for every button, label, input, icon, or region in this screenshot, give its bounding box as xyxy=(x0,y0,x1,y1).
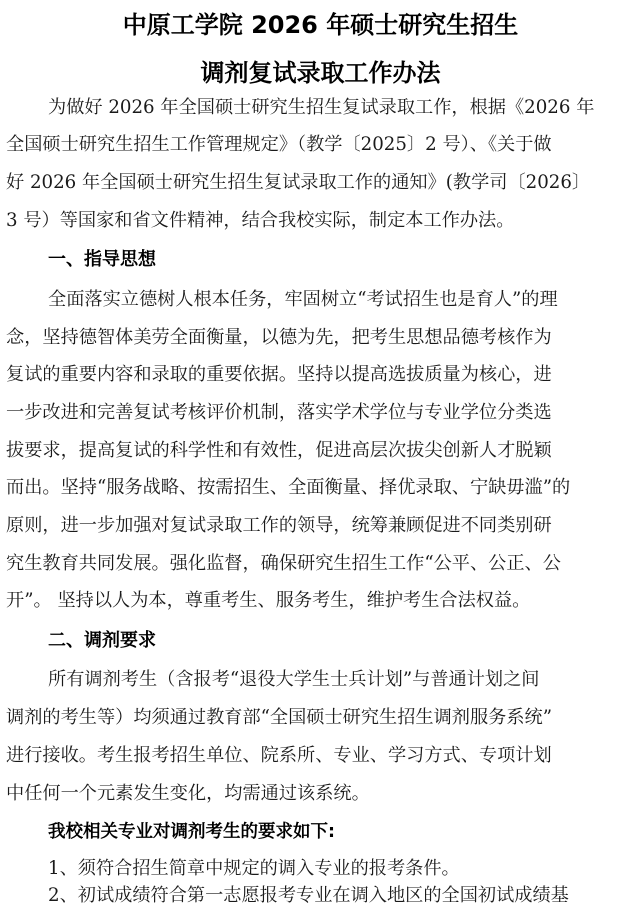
paragraph-line: 而出。坚持“服务战略、按需招生、全面衡量、择优录取、宁缺毋滥”的 xyxy=(6,477,571,498)
paragraph-line: 复试的重要内容和录取的重要依据。坚持以提高选拔质量为核心，进 xyxy=(6,364,552,385)
paragraph-line: 开”。 坚持以人为本，尊重考生、服务考生，维护考生合法权益。 xyxy=(6,590,531,611)
paragraph-line: 原则，进一步加强对复试录取工作的领导，统筹兼顾促进不同类别研 xyxy=(6,515,552,536)
paragraph-line: 全面落实立德树人根本任务，牢固树立“考试招生也是育人”的理 xyxy=(48,289,558,310)
paragraph-line: 所有调剂考生（含报考“退役大学生士兵计划”与普通计划之间 xyxy=(48,669,540,690)
paragraph-line: 一步改进和完善复试考核评价机制，落实学术学位与专业学位分类选 xyxy=(6,402,552,423)
intro-line: 为做好 2026 年全国硕士研究生招生复试录取工作，根据《2026 年 xyxy=(48,97,595,118)
document-title-line-1: 中原工学院 2026 年硕士研究生招生 xyxy=(122,11,519,39)
intro-line: 好 2026 年全国硕士研究生招生复试录取工作的通知》(教学司〔2026〕 xyxy=(6,172,591,193)
intro-line: 3 号）等国家和省文件精神，结合我校实际，制定本工作办法。 xyxy=(6,210,515,231)
intro-line: 全国硕士研究生招生工作管理规定》（教学〔2025〕2 号）、《关于做 xyxy=(6,134,552,155)
requirements-subheading: 我校相关专业对调剂考生的要求如下: xyxy=(48,822,335,842)
paragraph-line: 中任何一个元素发生变化，均需通过该系统。 xyxy=(6,783,370,804)
paragraph-line: 念，坚持德智体美劳全面衡量，以德为先，把考生思想品德考核作为 xyxy=(6,327,552,348)
document-title-line-2: 调剂复试录取工作办法 xyxy=(200,59,441,87)
requirement-item: 2、初试成绩符合第一志愿报考专业在调入地区的全国初试成绩基 xyxy=(48,885,569,906)
section-heading-transfer-requirements: 二、调剂要求 xyxy=(48,630,156,651)
paragraph-line: 拔要求，提高复试的科学性和有效性，促进高层次拔尖创新人才脱颖 xyxy=(6,440,552,461)
section-heading-guiding-ideology: 一、指导思想 xyxy=(48,249,156,270)
paragraph-line: 进行接收。考生报考招生单位、院系所、专业、学习方式、专项计划 xyxy=(6,745,552,766)
requirement-item: 1、须符合招生简章中规定的调入专业的报考条件。 xyxy=(48,858,460,879)
paragraph-line: 调剂的考生等）均须通过教育部“全国硕士研究生招生调剂服务系统” xyxy=(6,707,553,728)
paragraph-line: 究生教育共同发展。强化监督，确保研究生招生工作“公平、公正、公 xyxy=(6,553,561,574)
